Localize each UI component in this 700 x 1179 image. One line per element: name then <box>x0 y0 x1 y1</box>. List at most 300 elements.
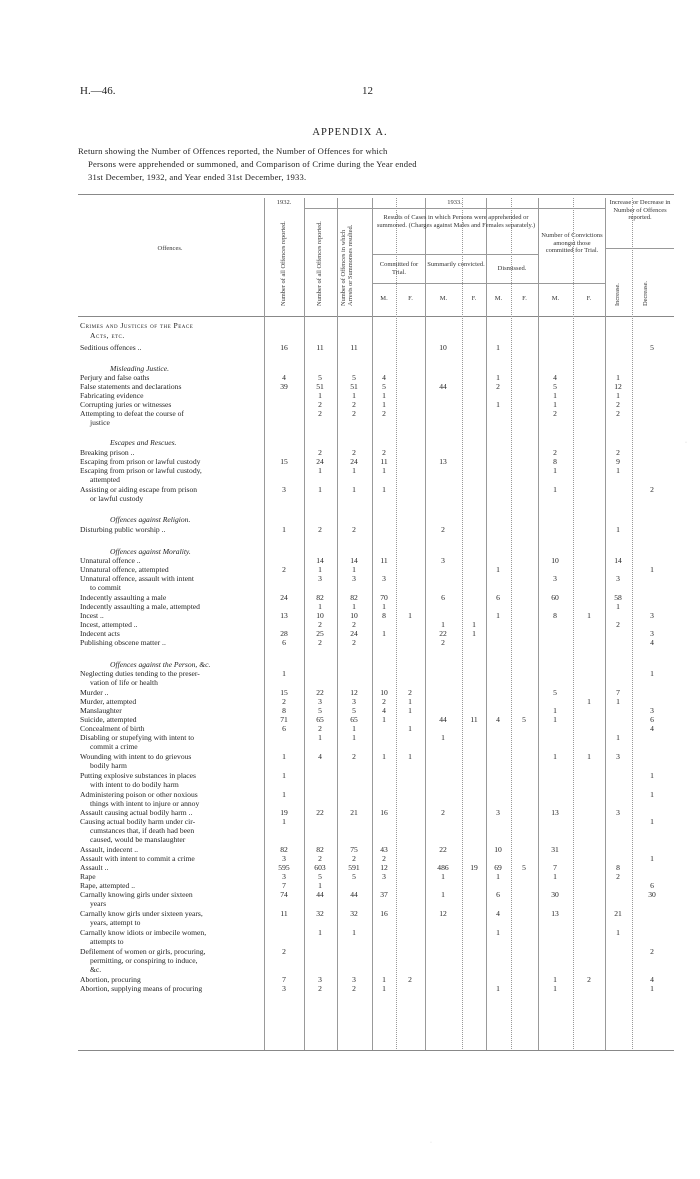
table-cell: 1 <box>650 854 654 863</box>
row-label: Assault with intent to commit a crime <box>80 854 195 863</box>
table-cell: 1 <box>650 565 654 574</box>
table-cell: 2 <box>650 485 654 494</box>
table-cell: 15 <box>280 688 288 697</box>
return-title-line-2: Persons were apprehended or summoned, and Comparison of Crime during the Year ended <box>88 159 417 169</box>
table-cell: 1 <box>441 620 445 629</box>
col-divider <box>511 198 512 1051</box>
table-cell: 37 <box>380 890 388 899</box>
table-cell: 3 <box>616 752 620 761</box>
table-cell: 2 <box>282 565 286 574</box>
table-cell: 1 <box>282 817 286 826</box>
table-cell: 5 <box>522 863 526 872</box>
table-cell: 3 <box>650 611 654 620</box>
table-cell: 3 <box>352 574 356 583</box>
table-cell: 30 <box>551 890 559 899</box>
header-subrule <box>304 208 605 209</box>
table-cell: 1 <box>616 697 620 706</box>
header-increase: Increase. <box>614 283 621 306</box>
table-cell: 14 <box>350 556 358 565</box>
table-cell: 11 <box>380 556 388 565</box>
table-cell: 24 <box>280 593 288 602</box>
row-label: Unnatural offence .. <box>80 556 141 565</box>
table-cell: 14 <box>614 556 622 565</box>
table-cell: 74 <box>280 890 288 899</box>
table-cell: 1 <box>587 611 591 620</box>
table-cell: 3 <box>616 808 620 817</box>
table-cell: 39 <box>280 382 288 391</box>
table-cell: 2 <box>382 854 386 863</box>
row-label: Unnatural offence, attempted <box>80 565 169 574</box>
table-cell: 16 <box>380 909 388 918</box>
table-cell: 2 <box>587 975 591 984</box>
col-divider <box>425 198 426 1051</box>
table-cell: 1 <box>382 629 386 638</box>
col-divider <box>372 198 373 1051</box>
table-cell: 1 <box>553 391 557 400</box>
table-cell: 71 <box>280 715 288 724</box>
table-cell: 22 <box>439 629 447 638</box>
table-cell: 44 <box>439 715 447 724</box>
table-cell: 1 <box>616 373 620 382</box>
table-cell: 1 <box>282 771 286 780</box>
col-divider <box>538 198 539 1051</box>
table-cell: 12 <box>380 863 388 872</box>
header-subrule <box>372 254 538 255</box>
col-divider <box>605 198 606 1051</box>
table-cell: 3 <box>496 808 500 817</box>
table-cell: 1 <box>382 715 386 724</box>
table-cell: 6 <box>282 724 286 733</box>
table-cell: 1 <box>616 466 620 475</box>
row-label-continuation: Acts, etc. <box>90 331 125 340</box>
table-cell: 25 <box>316 629 324 638</box>
row-label: Carnally knowing girls under sixteen <box>80 890 193 899</box>
header-offences: Offences. <box>157 245 183 252</box>
table-cell: 6 <box>282 638 286 647</box>
row-label: Fabricating evidence <box>80 391 144 400</box>
table-cell: 1 <box>382 466 386 475</box>
table-cell: 1 <box>352 485 356 494</box>
row-label: Rape <box>80 872 96 881</box>
table-cell: 603 <box>314 863 326 872</box>
header-decrease: Decrease. <box>642 280 649 306</box>
table-cell: 5 <box>352 373 356 382</box>
table-cell: 82 <box>316 593 324 602</box>
row-label: Causing actual bodily harm under cir- <box>80 817 196 826</box>
table-cell: 13 <box>439 457 447 466</box>
table-cell: 1 <box>496 611 500 620</box>
table-cell: 13 <box>280 611 288 620</box>
table-cell: 1 <box>441 733 445 742</box>
header-m: M. <box>551 295 560 302</box>
row-label: Defilement of women or girls, procuring, <box>80 947 206 956</box>
row-label-continuation: caused, would be manslaughter <box>90 835 186 844</box>
table-cell: 1 <box>553 400 557 409</box>
table-cell: 2 <box>616 872 620 881</box>
table-cell: 1 <box>352 928 356 937</box>
table-cell: 1 <box>318 602 322 611</box>
table-cell: 2 <box>352 409 356 418</box>
section-heading: Offences against the Person, &c. <box>110 660 211 669</box>
page-number: 12 <box>362 85 373 97</box>
table-cell: 2 <box>318 525 322 534</box>
table-cell: 70 <box>380 593 388 602</box>
table-cell: 2 <box>318 409 322 418</box>
row-label: Indecent acts <box>80 629 120 638</box>
table-cell: 1 <box>553 984 557 993</box>
table-cell: 11 <box>316 343 324 352</box>
table-cell: 4 <box>382 706 386 715</box>
row-label-continuation: or lawful custody <box>90 494 144 503</box>
table-cell: 3 <box>282 485 286 494</box>
row-label-continuation: justice <box>90 418 110 427</box>
table-cell: 2 <box>553 409 557 418</box>
row-label: Escaping from prison or lawful custody <box>80 457 201 466</box>
table-cell: 1 <box>496 343 500 352</box>
table-cell: 12 <box>439 909 447 918</box>
col-divider <box>486 198 487 1051</box>
table-cell: 5 <box>318 706 322 715</box>
section-heading: Offences against Morality. <box>110 547 191 556</box>
header-m: M. <box>380 295 388 302</box>
header-m: M. <box>439 295 448 302</box>
row-label: Rape, attempted .. <box>80 881 136 890</box>
table-cell: 10 <box>380 688 388 697</box>
table-cell: 4 <box>496 715 500 724</box>
header-m: M. <box>494 295 503 302</box>
table-cell: 1 <box>352 724 356 733</box>
table-cell: 3 <box>352 697 356 706</box>
table-cell: 2 <box>496 382 500 391</box>
row-label: False statements and declarations <box>80 382 182 391</box>
table-cell: 7 <box>282 975 286 984</box>
table-cell: 2 <box>318 448 322 457</box>
table-cell: 2 <box>318 854 322 863</box>
table-cell: 15 <box>280 457 288 466</box>
table-cell: 1 <box>587 752 591 761</box>
table-cell: 1 <box>616 391 620 400</box>
table-cell: 2 <box>318 638 322 647</box>
table-cell: 1 <box>282 669 286 678</box>
header-dismissed: Dismissed. <box>497 265 527 272</box>
table-cell: 7 <box>553 863 557 872</box>
table-cell: 1 <box>553 715 557 724</box>
table-cell: 5 <box>553 688 557 697</box>
row-label: Seditious offences .. <box>80 343 142 352</box>
header-bottom-rule <box>78 316 674 317</box>
table-cell: 5 <box>553 382 557 391</box>
table-cell: 82 <box>316 845 324 854</box>
table-cell: 1 <box>496 400 500 409</box>
table-cell: 16 <box>280 343 288 352</box>
table-cell: 1 <box>408 724 412 733</box>
table-cell: 2 <box>352 854 356 863</box>
table-cell: 4 <box>382 373 386 382</box>
table-cell: 3 <box>650 706 654 715</box>
table-cell: 2 <box>352 400 356 409</box>
row-label: Disturbing public worship .. <box>80 525 166 534</box>
header-num-reported-1933: Number of all Offences reported. <box>316 221 323 306</box>
table-cell: 2 <box>318 400 322 409</box>
table-cell: 1 <box>282 525 286 534</box>
table-cell: 595 <box>278 863 290 872</box>
table-cell: 3 <box>616 574 620 583</box>
table-cell: 1 <box>408 611 412 620</box>
row-label-continuation: years, attempt to <box>90 918 141 927</box>
table-cell: 2 <box>616 620 620 629</box>
table-cell: 21 <box>614 909 622 918</box>
row-label-continuation: permitting, or conspiring to induce, <box>90 956 198 965</box>
header-convictions: Number of Convictions amongst those committed for Trial. <box>541 232 603 254</box>
table-cell: 2 <box>616 400 620 409</box>
col-divider <box>632 198 633 1051</box>
return-title-line-1: Return showing the Number of Offences reported, the Number of Offences for which <box>78 146 388 156</box>
row-label-continuation: with intent to do bodily harm <box>90 780 179 789</box>
header-subrule <box>538 283 605 284</box>
table-cell: 3 <box>382 872 386 881</box>
table-cell: 1 <box>616 602 620 611</box>
row-label: Assault causing actual bodily harm .. <box>80 808 193 817</box>
table-cell: 65 <box>350 715 358 724</box>
table-cell: 3 <box>282 854 286 863</box>
table-cell: 2 <box>441 525 445 534</box>
table-cell: 1 <box>318 733 322 742</box>
row-label: Suicide, attempted <box>80 715 137 724</box>
table-cell: 3 <box>282 872 286 881</box>
table-cell: 10 <box>439 343 447 352</box>
table-cell: 5 <box>318 373 322 382</box>
row-label: Assault .. <box>80 863 109 872</box>
table-cell: 8 <box>553 611 557 620</box>
row-label-continuation: &c. <box>90 965 102 974</box>
table-cell: 12 <box>350 688 358 697</box>
table-cell: 1 <box>472 620 476 629</box>
header-f: F. <box>522 295 527 302</box>
col-divider <box>337 198 338 1051</box>
table-cell: 43 <box>380 845 388 854</box>
table-cell: 4 <box>553 373 557 382</box>
row-label: Unnatural offence, assault with intent <box>80 574 194 583</box>
table-cell: 1 <box>553 872 557 881</box>
row-label: Assault, indecent .. <box>80 845 138 854</box>
row-label-continuation: Crimes and Justices of the Peace <box>80 321 194 330</box>
row-label: Attempting to defeat the course of <box>80 409 184 418</box>
table-cell: 9 <box>616 457 620 466</box>
table-cell: 16 <box>380 808 388 817</box>
row-label: Murder, attempted <box>80 697 137 706</box>
table-cell: 1 <box>496 565 500 574</box>
header-subrule <box>605 248 674 249</box>
row-label: Incest .. <box>80 611 104 620</box>
table-cell: 19 <box>280 808 288 817</box>
row-label: Murder .. <box>80 688 109 697</box>
table-cell: 2 <box>382 697 386 706</box>
table-cell: 1 <box>650 669 654 678</box>
header-subrule <box>372 283 538 284</box>
table-cell: 1 <box>408 752 412 761</box>
table-cell: 13 <box>551 808 559 817</box>
header-results: Results of Cases in which Persons were apprehended or summoned. (Charges against Males and Females separately.) <box>376 214 536 229</box>
table-cell: 1 <box>587 697 591 706</box>
table-cell: 3 <box>318 975 322 984</box>
table-cell: 8 <box>282 706 286 715</box>
col-divider <box>573 198 574 1051</box>
table-cell: 7 <box>282 881 286 890</box>
row-label-continuation: attempted <box>90 475 120 484</box>
table-cell: 3 <box>352 975 356 984</box>
table-cell: 1 <box>496 872 500 881</box>
table-cell: 2 <box>352 525 356 534</box>
row-label: Administering poison or other noxious <box>80 790 198 799</box>
table-cell: 6 <box>441 593 445 602</box>
section-heading: Escapes and Rescues. <box>110 438 177 447</box>
header-increase-decrease: Increase or Decrease in Number of Offences reported. <box>609 199 671 221</box>
table-cell: 1 <box>382 391 386 400</box>
table-cell: 2 <box>441 638 445 647</box>
table-cell: 1 <box>318 928 322 937</box>
table-cell: 1 <box>408 697 412 706</box>
table-cell: 7 <box>616 688 620 697</box>
table-cell: 3 <box>553 574 557 583</box>
row-label: Abortion, supplying means of procuring <box>80 984 203 993</box>
table-cell: 2 <box>650 947 654 956</box>
table-cell: 2 <box>318 984 322 993</box>
table-cell: 22 <box>439 845 447 854</box>
table-cell: 1 <box>650 984 654 993</box>
table-cell: 11 <box>280 909 288 918</box>
table-cell: 51 <box>316 382 324 391</box>
table-cell: 13 <box>551 909 559 918</box>
table-cell: 1 <box>472 629 476 638</box>
table-cell: 1 <box>496 373 500 382</box>
table-cell: 44 <box>439 382 447 391</box>
table-cell: 2 <box>318 620 322 629</box>
col-divider <box>396 198 397 1051</box>
table-cell: 69 <box>494 863 502 872</box>
row-label: Manslaughter <box>80 706 122 715</box>
table-cell: 22 <box>316 688 324 697</box>
table-cell: 1 <box>496 984 500 993</box>
table-cell: 1 <box>616 525 620 534</box>
header-summarily: Summarily convicted. <box>427 261 485 268</box>
row-label: Abortion, procuring <box>80 975 141 984</box>
table-cell: 2 <box>352 638 356 647</box>
table-cell: 32 <box>350 909 358 918</box>
row-label: Carnally know girls under sixteen years, <box>80 909 203 918</box>
header-f: F. <box>586 295 592 302</box>
table-cell: 51 <box>350 382 358 391</box>
margin-mark: · <box>685 440 687 446</box>
table-cell: 2 <box>441 808 445 817</box>
table-cell: 1 <box>382 602 386 611</box>
table-cell: 6 <box>650 881 654 890</box>
table-cell: 30 <box>648 890 656 899</box>
table-cell: 82 <box>350 593 358 602</box>
table-cell: 5 <box>352 872 356 881</box>
table-cell: 1 <box>553 466 557 475</box>
table-cell: 2 <box>616 409 620 418</box>
table-cell: 3 <box>282 984 286 993</box>
row-label-continuation: cumstances that, if death had been <box>90 826 195 835</box>
row-label-continuation: vation of life or health <box>90 678 158 687</box>
header-year-1932: 1932. <box>276 199 292 206</box>
table-cell: 3 <box>650 629 654 638</box>
header-f: F. <box>408 295 413 302</box>
table-cell: 31 <box>551 845 559 854</box>
row-label: Indecently assaulting a male, attempted <box>80 602 200 611</box>
table-cell: 1 <box>282 752 286 761</box>
table-cell: 24 <box>350 457 358 466</box>
table-cell: 1 <box>382 485 386 494</box>
header-year-1933: 1933. <box>447 199 462 206</box>
table-cell: 2 <box>382 409 386 418</box>
table-cell: 10 <box>494 845 502 854</box>
row-label-continuation: to commit <box>90 583 122 592</box>
table-cell: 1 <box>352 733 356 742</box>
row-label-continuation: commit a crime <box>90 742 138 751</box>
header-num-reported-1932: Number of all Offences reported. <box>280 221 287 306</box>
table-cell: 2 <box>553 448 557 457</box>
table-cell: 2 <box>352 984 356 993</box>
row-label: Disabling or stupefying with intent to <box>80 733 195 742</box>
return-title-line-3: 31st December, 1932, and Year ended 31st December, 1933. <box>88 172 307 182</box>
table-cell: 1 <box>616 733 620 742</box>
row-label: Breaking prison .. <box>80 448 135 457</box>
table-cell: 2 <box>382 448 386 457</box>
table-cell: 4 <box>318 752 322 761</box>
row-label: Concealment of birth <box>80 724 145 733</box>
row-label-continuation: things with intent to injure or annoy <box>90 799 200 808</box>
table-cell: 5 <box>650 343 654 352</box>
table-cell: 60 <box>551 593 559 602</box>
table-cell: 65 <box>316 715 324 724</box>
table-cell: 1 <box>553 752 557 761</box>
table-cell: 2 <box>408 688 412 697</box>
table-cell: 1 <box>408 706 412 715</box>
table-cell: 1 <box>318 466 322 475</box>
table-cell: 5 <box>352 706 356 715</box>
table-cell: 19 <box>470 863 478 872</box>
table-cell: 1 <box>441 890 445 899</box>
table-cell: 2 <box>616 448 620 457</box>
table-cell: 24 <box>350 629 358 638</box>
table-cell: 1 <box>352 565 356 574</box>
table-cell: 22 <box>316 808 324 817</box>
row-label: Assisting or aiding escape from prison <box>80 485 198 494</box>
table-cell: 5 <box>318 872 322 881</box>
col-divider <box>304 198 305 1051</box>
table-cell: 1 <box>282 790 286 799</box>
table-cell: 1 <box>553 706 557 715</box>
row-label-continuation: years <box>90 899 107 908</box>
table-cell: 44 <box>350 890 358 899</box>
table-cell: 1 <box>318 565 322 574</box>
table-cell: 1 <box>318 881 322 890</box>
table-cell: 1 <box>382 400 386 409</box>
table-cell: 6 <box>496 890 500 899</box>
table-cell: 6 <box>496 593 500 602</box>
table-cell: 11 <box>470 715 478 724</box>
table-cell: 3 <box>318 574 322 583</box>
table-cell: 2 <box>282 947 286 956</box>
table-cell: 2 <box>282 697 286 706</box>
table-cell: 14 <box>316 556 324 565</box>
row-label: Carnally know idiots or imbecile women, <box>80 928 207 937</box>
row-label: Publishing obscene matter .. <box>80 638 166 647</box>
table-bottom-rule <box>78 1050 674 1051</box>
table-cell: 4 <box>282 373 286 382</box>
table-cell: 1 <box>441 872 445 881</box>
